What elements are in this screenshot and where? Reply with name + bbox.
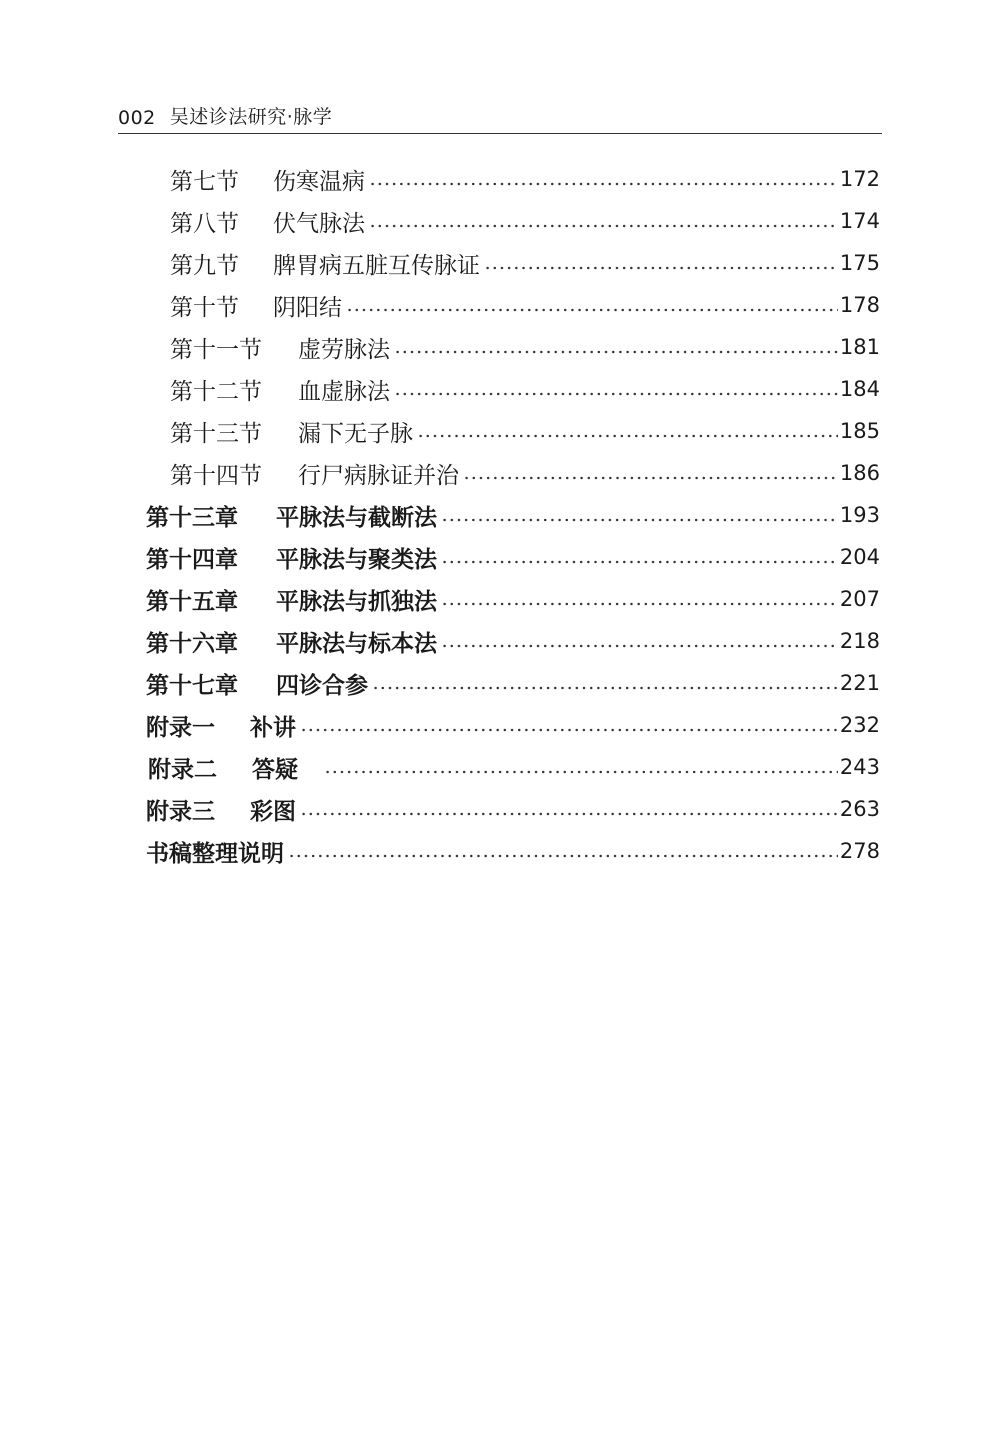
toc-entry-page: 263 xyxy=(839,797,880,821)
toc-entry-label: 第十四章 xyxy=(146,546,238,573)
toc-entry[interactable] xyxy=(170,410,880,452)
toc-entry-label: 第十三节 xyxy=(170,420,262,447)
dot-leader xyxy=(441,602,838,606)
toc-entry-page: 175 xyxy=(839,251,880,275)
toc-entry-title: 四诊合参 xyxy=(276,672,368,699)
toc-entry-page: 181 xyxy=(839,335,880,359)
toc-entry[interactable] xyxy=(170,326,880,368)
toc-entry-title: 脾胃病五脏互传脉证 xyxy=(273,252,480,279)
toc-entry-title: 答疑 xyxy=(252,756,298,783)
toc-entry[interactable] xyxy=(170,284,880,326)
toc-entry-page: 221 xyxy=(839,671,880,695)
toc-entry-title: 平脉法与聚类法 xyxy=(276,546,437,573)
toc-entry-page: 207 xyxy=(839,587,880,611)
toc-entry-title: 行尸病脉证并治 xyxy=(298,462,459,489)
toc-entry-label: 第十四节 xyxy=(170,462,262,489)
dot-leader xyxy=(372,686,838,690)
toc-entry[interactable] xyxy=(146,662,880,704)
toc-entry-title: 伤寒温病 xyxy=(273,168,365,195)
toc-entry-title: 平脉法与标本法 xyxy=(276,630,437,657)
toc-entry-label: 第十二节 xyxy=(170,378,262,405)
toc-entry-title: 漏下无子脉 xyxy=(298,420,413,447)
toc-entry[interactable] xyxy=(170,452,880,494)
toc-entry-title: 平脉法与抓独法 xyxy=(276,588,437,615)
toc-entry-label: 第九节 xyxy=(170,252,239,279)
toc-entry-title: 平脉法与截断法 xyxy=(276,504,437,531)
toc-entry-page: 185 xyxy=(839,419,880,443)
toc-entry-label: 第十六章 xyxy=(146,630,238,657)
toc-entry-page: 204 xyxy=(839,545,880,569)
dot-leader xyxy=(441,644,838,648)
toc-entry-page: 218 xyxy=(839,629,880,653)
toc-entry-page: 172 xyxy=(839,167,880,191)
toc-entry-title: 补讲 xyxy=(250,714,296,741)
dot-leader xyxy=(441,560,838,564)
dot-leader xyxy=(288,854,838,858)
dot-leader xyxy=(394,350,838,354)
dot-leader xyxy=(394,392,838,396)
toc-entry[interactable] xyxy=(146,788,880,830)
toc-entry-title: 阴阳结 xyxy=(273,294,342,321)
toc-entry-page: 184 xyxy=(839,377,880,401)
toc-entry[interactable] xyxy=(146,536,880,578)
toc-entry-title: 伏气脉法 xyxy=(273,210,365,237)
toc-entry[interactable] xyxy=(146,704,880,746)
toc-entry[interactable] xyxy=(170,200,880,242)
toc-entry[interactable] xyxy=(146,620,880,662)
toc-entry[interactable] xyxy=(146,494,880,536)
dot-leader xyxy=(463,476,838,480)
toc-entry-label: 第十五章 xyxy=(146,588,238,615)
toc-entry-label: 附录二 xyxy=(148,756,217,783)
toc-entry[interactable] xyxy=(146,578,880,620)
toc-entry[interactable] xyxy=(170,158,880,200)
toc-entry-label: 附录三 xyxy=(146,798,215,825)
toc-entry-page: 232 xyxy=(839,713,880,737)
toc-entry[interactable] xyxy=(170,242,880,284)
toc-entry-page: 186 xyxy=(839,461,880,485)
toc-entry[interactable] xyxy=(146,830,880,872)
toc-entry-page: 243 xyxy=(839,755,880,779)
header-page-number: 002 xyxy=(118,107,156,129)
toc-entry-page: 178 xyxy=(839,293,880,317)
toc-entry-title: 血虚脉法 xyxy=(298,378,390,405)
toc-entry-title: 虚劳脉法 xyxy=(298,336,390,363)
dot-leader xyxy=(324,770,838,774)
dot-leader xyxy=(369,182,838,186)
toc-entry-label: 第八节 xyxy=(170,210,239,237)
toc-entry[interactable] xyxy=(170,368,880,410)
toc-entry-page: 193 xyxy=(839,503,880,527)
toc-entry-label: 第七节 xyxy=(170,168,239,195)
toc-entry[interactable] xyxy=(148,746,880,788)
dot-leader xyxy=(441,518,838,522)
toc-entry-title: 彩图 xyxy=(250,798,296,825)
toc-entry-label: 第十节 xyxy=(170,294,239,321)
dot-leader xyxy=(346,308,838,312)
toc-entry-title: 书稿整理说明 xyxy=(146,840,284,867)
dot-leader xyxy=(369,224,838,228)
dot-leader xyxy=(300,812,838,816)
toc-entry-page: 278 xyxy=(839,839,880,863)
dot-leader xyxy=(484,266,838,270)
running-header xyxy=(118,104,882,134)
toc-entry-page: 174 xyxy=(839,209,880,233)
header-book-title: 吴述诊法研究·脉学 xyxy=(169,106,333,128)
dot-leader xyxy=(417,434,838,438)
toc-entry-label: 附录一 xyxy=(146,714,215,741)
toc-entry-label: 第十三章 xyxy=(146,504,238,531)
toc-entry-label: 第十七章 xyxy=(146,672,238,699)
toc-entry-label: 第十一节 xyxy=(170,336,262,363)
dot-leader xyxy=(300,728,838,732)
